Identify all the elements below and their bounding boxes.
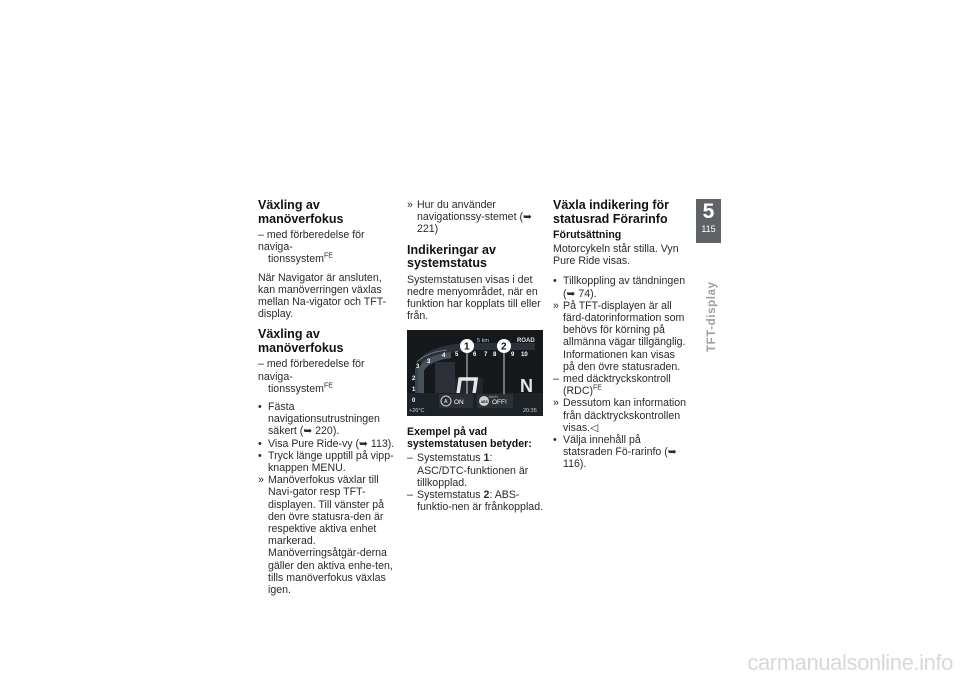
abs-icon: ABS — [481, 400, 488, 405]
condition-item: – med däcktryckskontroll (RDC)$^{FE}$ — [553, 373, 671, 398]
rpm-tick-label: 0 — [412, 398, 416, 405]
clock: 20:35 — [523, 408, 537, 415]
navigator-paragraph: När Navigator är ansluten, kan manöverringen växlas mellan Na-vigator och TFT-display. — [258, 271, 387, 321]
step-list — [258, 401, 396, 596]
km-label: 5 km — [477, 338, 489, 345]
abs-status-off: OFF! — [492, 399, 507, 407]
result-item: » Manöverfokus växlar till Navi-gator resp TFT-displayen. Till vänster på den övre statusra-den är respektive aktiva enhet markerad. Manöverringsåtgär-derna gäller den aktiva enhe-ten, tills manöverfokus växlas igen. — [258, 474, 393, 597]
list-item: • Tryck länge upptill på vipp-knappen MENU. — [258, 449, 394, 475]
result-item: » Dessutom kan information från däcktryckskontrollen visas.◁ — [553, 397, 687, 434]
heading-driver-info: Växla indikering för statusrad Förarinfo — [553, 198, 670, 226]
condition-nav-prep-2: – med förberedelse för naviga- tionssystem$^{FE}$ — [258, 358, 365, 395]
gear-indicator: N — [520, 376, 533, 397]
temperature: +26°C — [409, 408, 425, 415]
status-definition-1: – Systemstatus 1: ASC/DTC-funktionen är tillkopplad. — [407, 452, 529, 489]
watermark: carmanualsonline.info — [747, 650, 953, 675]
list-item: • Välja innehåll på statsraden Fö-rarinfo (➥ 116). — [553, 434, 677, 471]
column-2 — [407, 199, 544, 521]
rpm-tick-label: 5 — [455, 352, 459, 359]
status-definition-list — [407, 452, 544, 513]
procedure-list — [553, 275, 689, 470]
column-3 — [553, 199, 689, 479]
heading-status-example: Exempel på vad systemstatusen betyder: — [407, 426, 532, 451]
rpm-tick-label: 6 — [473, 352, 477, 359]
system-status-paragraph: Systemstatusen visas i det nedre menyområdet, när en funktion har kopplats till eller från. — [407, 273, 541, 323]
list-item: • Visa Pure Ride-vy (➥ 113). — [258, 437, 395, 450]
rpm-tick-label: 3 — [416, 364, 420, 371]
rpm-tick-label: 7 — [484, 352, 488, 359]
column-1 — [258, 199, 396, 604]
result-item: » På TFT-displayen är all färd-datorinformation som behövs för körning på allmänna vägar tillgänglig. Informationen kan visas på den övre statusraden. — [553, 299, 686, 373]
callout-2: 2 — [501, 341, 507, 353]
heading-system-status: Indikeringar av systemstatus — [407, 242, 496, 271]
rpm-tick-label: 2 — [412, 376, 416, 383]
asc-icon: A — [444, 399, 448, 406]
speed-unit: km/h — [489, 394, 498, 400]
chapter-tab — [696, 199, 721, 243]
asc-status-on: ON — [454, 399, 464, 407]
heading-focus-switch-2: Växling av manöverfokus — [258, 327, 344, 355]
list-item: • Fästa navigationsutrustningen säkert (➥ 220). — [258, 401, 380, 438]
tft-dashboard-graphic — [407, 330, 543, 416]
list-item: • Tillkoppling av tändningen (➥ 74). — [553, 275, 686, 300]
chapter-number: 5 — [702, 200, 715, 223]
rpm-tick-label: 10 — [521, 352, 528, 359]
heading-prerequisite: Förutsättning — [553, 229, 622, 241]
rpm-tick-label: 4 — [442, 353, 446, 360]
prerequisite-paragraph: Motorcykeln står stilla. Vyn Pure Ride visas. — [553, 243, 679, 268]
result-list — [407, 199, 544, 236]
mode-label: ROAD — [517, 338, 535, 345]
condition-nav-prep: – med förberedelse för naviga- tionssystem$^{FE}$ — [258, 229, 365, 266]
rpm-tick-label: 8 — [493, 352, 497, 359]
page-number: 115 — [701, 224, 716, 234]
heading-focus-switch: Växling av manöverfokus — [258, 198, 344, 226]
callout-1: 1 — [464, 341, 470, 353]
status-definition-2: – Systemstatus 2: ABS-funktio-nen är frånkopplad. — [407, 489, 544, 514]
rpm-tick-label: 9 — [511, 352, 515, 359]
tft-display-image — [407, 330, 543, 416]
chapter-side-title: TFT-display — [706, 281, 718, 352]
rpm-tick-label: 1 — [412, 387, 416, 394]
result-item: » Hur du använder navigationssy-stemet (➥ 221) — [407, 199, 532, 236]
rpm-tick-label: 3 — [427, 359, 431, 366]
